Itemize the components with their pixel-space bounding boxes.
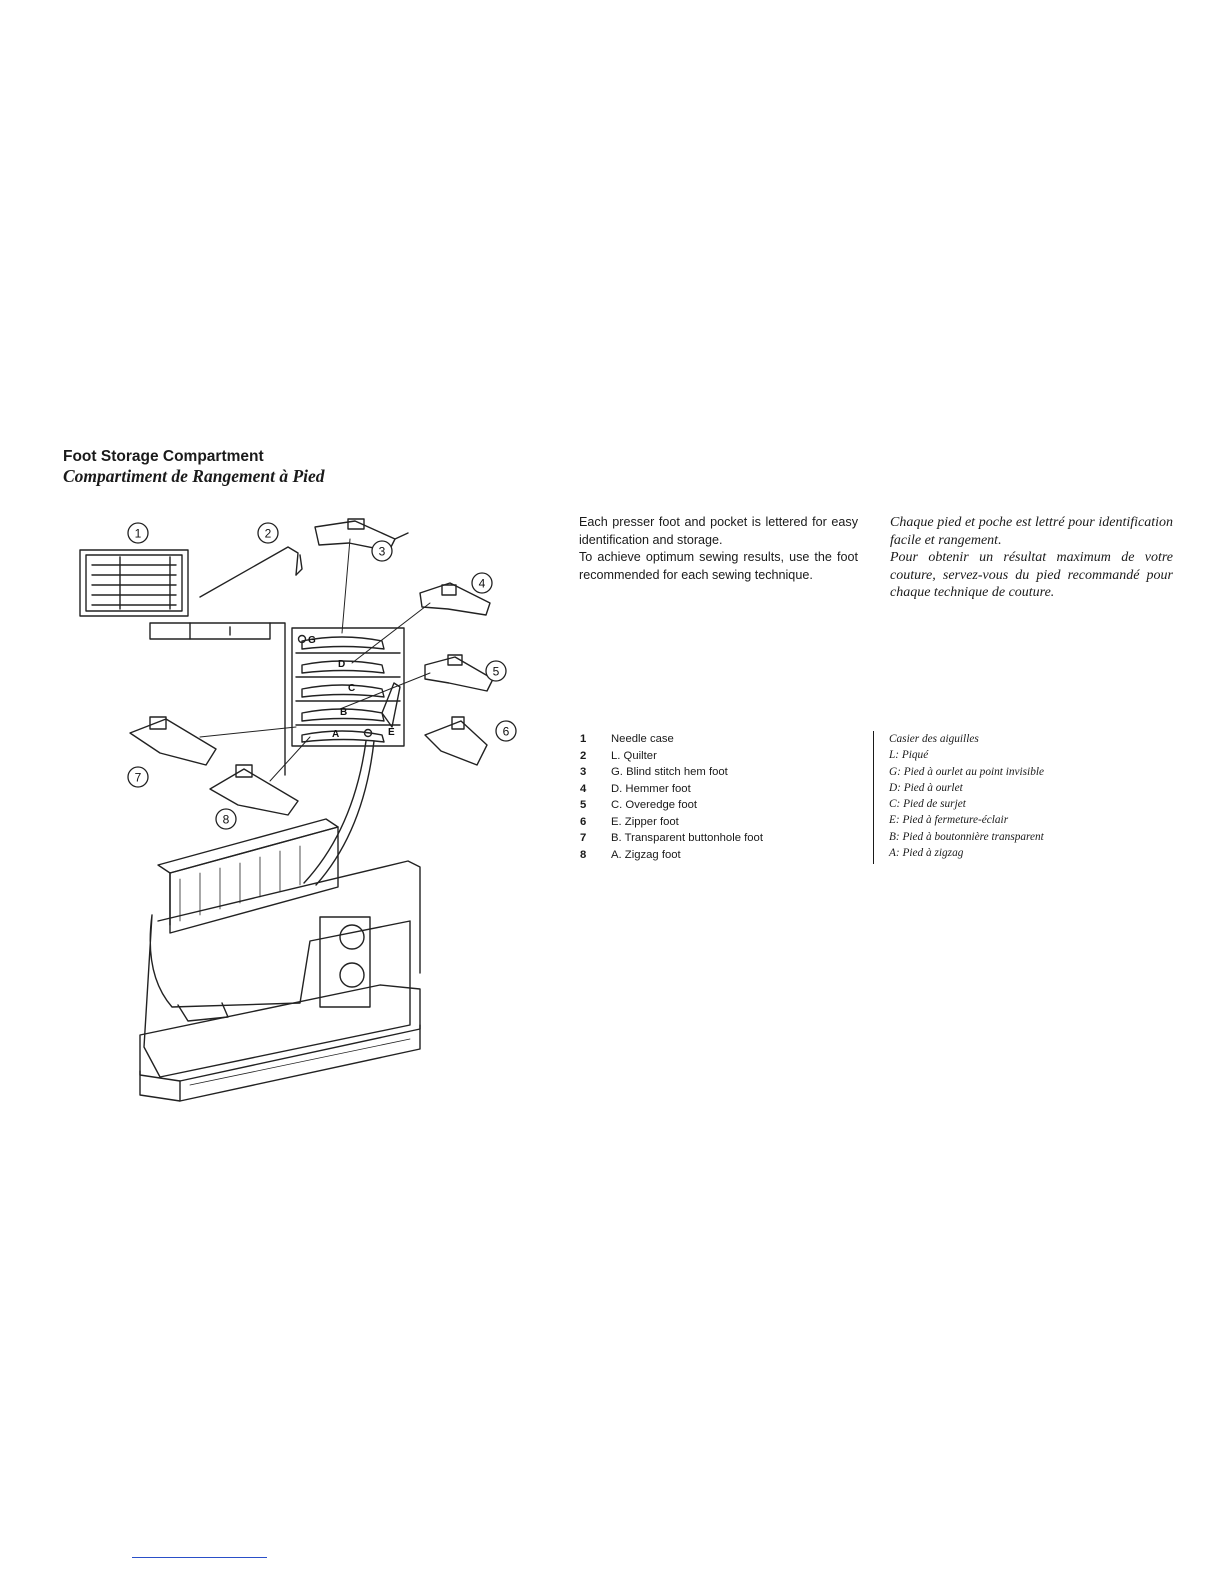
svg-text:6: 6: [502, 724, 510, 739]
pocket-letter-G: G: [308, 635, 316, 646]
lid-bar-drawing: [150, 623, 285, 775]
callout-6: [496, 721, 516, 741]
presser-foot-b-drawing: [130, 717, 296, 765]
list-item: G: Pied à ourlet au point invisible: [889, 765, 1044, 778]
intro-french-line-1: Chaque pied et poche est lettré pour identification facile et rangement.: [890, 515, 1173, 548]
svg-text:3: 3: [378, 544, 386, 559]
pocket-letter-C: C: [348, 683, 356, 694]
pocket-letters: [308, 635, 395, 740]
part-label: C. Overedge foot: [611, 799, 698, 811]
part-label: G. Blind stitch hem foot: [611, 766, 728, 778]
list-item: [580, 830, 763, 847]
part-label: A. Zigzag foot: [611, 848, 681, 861]
quilter-drawing: [200, 547, 302, 597]
pocket-letter-E: E: [388, 727, 395, 738]
intro-french: [890, 514, 1173, 602]
part-number: 6: [580, 815, 587, 828]
list-item: C: Pied de surjet: [889, 798, 966, 811]
part-number: 3: [580, 766, 587, 778]
part-label: Needle case: [611, 733, 674, 745]
pocket-letter-B: B: [340, 707, 348, 718]
intro-english-line-2: To achieve optimum sewing results, use the foot recommended for each sewing technique.: [579, 550, 858, 582]
presser-foot-d-drawing: [352, 583, 490, 663]
section-title-french: Compartiment de Rangement à Pied: [63, 466, 325, 486]
footer-rule: [132, 1557, 267, 1558]
svg-text:2: 2: [264, 526, 272, 541]
svg-text:1: 1: [134, 526, 142, 541]
presser-foot-a-drawing: [210, 737, 310, 815]
list-item: Casier des aiguilles: [889, 733, 979, 745]
callout-2: [258, 523, 278, 543]
svg-text:8: 8: [222, 812, 230, 827]
foot-storage-illustration: [70, 505, 560, 1105]
needle-case-drawing: [80, 550, 188, 616]
part-number: 7: [580, 832, 587, 844]
part-label: D. Hemmer foot: [611, 782, 691, 795]
list-item: [580, 731, 763, 748]
sewing-machine-drawing: [140, 819, 420, 1101]
list-item: B: Pied à boutonnière transparent: [889, 830, 1044, 843]
list-item: D: Pied à ourlet: [889, 781, 963, 794]
pocket-letter-A: A: [332, 729, 340, 740]
svg-text:5: 5: [492, 664, 500, 679]
intro-french-line-2: Pour obtenir un résultat maximum de votre couture, servez-vous du pied recommandé pour chaque technique de couture.: [890, 550, 1173, 600]
parts-list-french: [873, 731, 1044, 864]
section-title: Foot Storage Compartment: [63, 448, 264, 465]
part-label: L. Quilter: [611, 749, 657, 762]
callout-3: [372, 541, 392, 561]
svg-text:4: 4: [478, 576, 486, 591]
svg-text:7: 7: [134, 770, 142, 785]
callout-1: [128, 523, 148, 543]
part-number: 2: [580, 749, 587, 762]
pocket-letter-D: D: [338, 659, 346, 670]
list-item: [580, 814, 763, 831]
part-number: 1: [580, 733, 587, 745]
list-item: [580, 781, 763, 798]
intro-english-line-1: Each presser foot and pocket is lettered for easy identification and storage.: [579, 515, 858, 547]
presser-foot-g-drawing: [315, 519, 408, 633]
callout-4: [472, 573, 492, 593]
list-item: [580, 797, 763, 814]
callouts: [128, 523, 516, 829]
list-item: A: Pied à zigzag: [889, 847, 964, 860]
part-number: 8: [580, 848, 587, 861]
list-item: E: Pied à fermeture-éclair: [889, 814, 1009, 827]
intro-english: [579, 514, 858, 584]
list-item: [580, 764, 763, 781]
callout-7: [128, 767, 148, 787]
presser-foot-e-drawing: [425, 717, 487, 765]
list-item: L: Piqué: [889, 749, 929, 762]
list-item: [580, 847, 763, 864]
callout-5: [486, 661, 506, 681]
part-label: B. Transparent buttonhole foot: [611, 832, 763, 844]
list-item: [580, 748, 763, 765]
part-number: 4: [580, 782, 587, 795]
callout-8: [216, 809, 236, 829]
part-label: E. Zipper foot: [611, 815, 679, 828]
parts-list-english: [580, 731, 763, 863]
part-number: 5: [580, 799, 587, 811]
